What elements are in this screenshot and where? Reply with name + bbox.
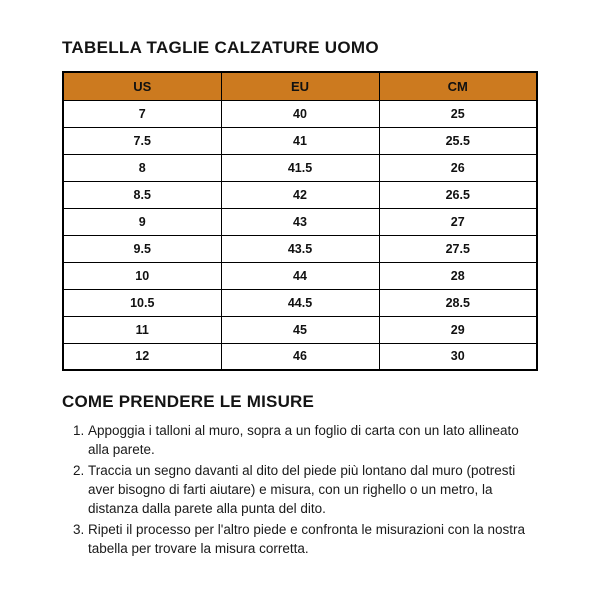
table-row <box>63 100 537 127</box>
column-header-eu: EU <box>221 72 379 100</box>
header-row <box>63 72 537 100</box>
instruction-step: 1. Appoggia i talloni al muro, sopra a un foglio di carta con un lato allineato alla parete. <box>88 421 538 459</box>
cell-us: 10.5 <box>63 289 221 316</box>
column-header-us: US <box>63 72 221 100</box>
column-header-cm: CM <box>379 72 537 100</box>
cell-cm: 27.5 <box>379 235 537 262</box>
table-row <box>63 154 537 181</box>
cell-us: 9.5 <box>63 235 221 262</box>
cell-us: 12 <box>63 343 221 370</box>
table-row <box>63 235 537 262</box>
table-row <box>63 181 537 208</box>
size-table-body <box>63 100 537 370</box>
cell-us: 9 <box>63 208 221 235</box>
cell-eu: 44.5 <box>221 289 379 316</box>
instruction-step: 3. Ripeti il processo per l'altro piede e confronta le misurazioni con la nostra tabella per trovare la misura corretta. <box>88 520 538 558</box>
cell-us: 7.5 <box>63 127 221 154</box>
table-row <box>63 127 537 154</box>
table-row <box>63 316 537 343</box>
size-table <box>62 71 538 371</box>
cell-cm: 29 <box>379 316 537 343</box>
table-row <box>63 289 537 316</box>
cell-eu: 44 <box>221 262 379 289</box>
cell-cm: 26 <box>379 154 537 181</box>
cell-cm: 30 <box>379 343 537 370</box>
size-table-header <box>63 72 537 100</box>
cell-us: 10 <box>63 262 221 289</box>
cell-eu: 41 <box>221 127 379 154</box>
cell-us: 7 <box>63 100 221 127</box>
cell-cm: 27 <box>379 208 537 235</box>
cell-cm: 26.5 <box>379 181 537 208</box>
table-row <box>63 208 537 235</box>
cell-eu: 41.5 <box>221 154 379 181</box>
cell-eu: 45 <box>221 316 379 343</box>
instructions-list <box>62 421 538 558</box>
instructions-title: COME PRENDERE LE MISURE <box>62 392 315 411</box>
table-row <box>63 343 537 370</box>
cell-eu: 40 <box>221 100 379 127</box>
cell-cm: 28 <box>379 262 537 289</box>
cell-eu: 43 <box>221 208 379 235</box>
cell-eu: 46 <box>221 343 379 370</box>
page-title: TABELLA TAGLIE CALZATURE UOMO <box>62 38 379 57</box>
cell-cm: 25.5 <box>379 127 537 154</box>
cell-cm: 28.5 <box>379 289 537 316</box>
cell-eu: 42 <box>221 181 379 208</box>
cell-eu: 43.5 <box>221 235 379 262</box>
cell-us: 8.5 <box>63 181 221 208</box>
instruction-step: 2. Traccia un segno davanti al dito del piede più lontano dal muro (potresti aver bisogno di farti aiutare) e misura, con un righello o un metro, la distanza dalla parete alla punta del dito. <box>88 461 538 518</box>
table-row <box>63 262 537 289</box>
cell-us: 8 <box>63 154 221 181</box>
cell-us: 11 <box>63 316 221 343</box>
cell-cm: 25 <box>379 100 537 127</box>
